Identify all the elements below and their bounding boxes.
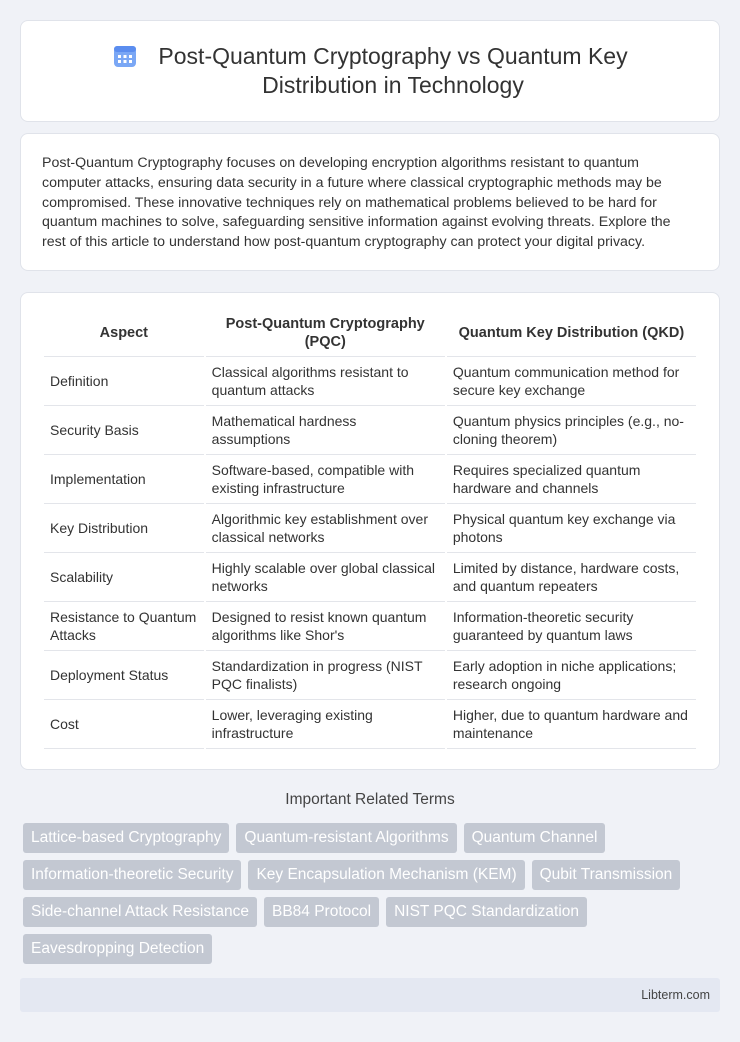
related-terms-heading: Important Related Terms [285,791,455,808]
title-line-2: Distribution in Technology [262,72,524,98]
comparison-card [20,292,720,770]
table-row [44,602,696,651]
title-card [20,20,720,122]
cell-aspect: Key Distribution [44,504,204,553]
cell-aspect: Deployment Status [44,651,204,700]
cell-pqc: Lower, leveraging existing infrastructure [206,700,445,749]
tag-nist-pqc-standardization[interactable]: NIST PQC Standardization [386,897,587,927]
tag-quantum-channel[interactable]: Quantum Channel [464,823,606,853]
cell-qkd: Physical quantum key exchange via photons [447,504,696,553]
tag-quantum-resistant-algorithms[interactable]: Quantum-resistant Algorithms [236,823,456,853]
cell-pqc: Software-based, compatible with existing infrastructure [206,455,445,504]
table-row [44,357,696,406]
cell-aspect: Security Basis [44,406,204,455]
table-row [44,406,696,455]
title-line-1: Post-Quantum Cryptography vs Quantum Key [158,43,628,69]
header-qkd: Quantum Key Distribution (QKD) [447,309,696,357]
header-pqc: Post-Quantum Cryptography (PQC) [206,309,445,357]
cell-qkd: Quantum communication method for secure key exchange [447,357,696,406]
tag-lattice-based-cryptography[interactable]: Lattice-based Cryptography [23,823,229,853]
cell-qkd: Higher, due to quantum hardware and maintenance [447,700,696,749]
cell-pqc: Standardization in progress (NIST PQC finalists) [206,651,445,700]
table-row [44,504,696,553]
footer-bar [20,978,720,1012]
cell-pqc: Highly scalable over global classical networks [206,553,445,602]
footer-site-link[interactable]: Libterm.com [641,988,710,1002]
cell-aspect: Resistance to Quantum Attacks [44,602,204,651]
cell-qkd: Quantum physics principles (e.g., no-cloning theorem) [447,406,696,455]
comparison-table [42,309,698,749]
tag-bb84-protocol[interactable]: BB84 Protocol [264,897,379,927]
intro-card [20,133,720,271]
cell-qkd: Early adoption in niche applications; research ongoing [447,651,696,700]
table-row [44,651,696,700]
tag-qubit-transmission[interactable]: Qubit Transmission [532,860,681,890]
cell-qkd: Information-theoretic security guaranteed by quantum laws [447,602,696,651]
cell-qkd: Limited by distance, hardware costs, and quantum repeaters [447,553,696,602]
table-header-row [44,309,696,357]
page-title [158,42,627,100]
cell-pqc: Mathematical hardness assumptions [206,406,445,455]
table-row [44,700,696,749]
calendar-icon [112,43,138,69]
table-row [44,553,696,602]
cell-pqc: Algorithmic key establishment over classical networks [206,504,445,553]
cell-qkd: Requires specialized quantum hardware and channels [447,455,696,504]
tag-key-encapsulation-mechanism[interactable]: Key Encapsulation Mechanism (KEM) [248,860,524,890]
cell-aspect: Definition [44,357,204,406]
tag-eavesdropping-detection[interactable]: Eavesdropping Detection [23,934,212,964]
tag-information-theoretic-security[interactable]: Information-theoretic Security [23,860,241,890]
cell-aspect: Implementation [44,455,204,504]
intro-paragraph: Post-Quantum Cryptography focuses on developing encryption algorithms resistant to quantum computer attacks, ensuring data security in a future where classical cryptographic methods may be compromised. These innovative techniques rely on mathematical problems believed to be hard for quantum machines to solve, safeguarding sensitive information against evolving threats. Explore the rest of this article to understand how post-quantum cryptography can protect your digital privacy. [42,155,671,251]
cell-aspect: Scalability [44,553,204,602]
cell-pqc: Classical algorithms resistant to quantum attacks [206,357,445,406]
cell-pqc: Designed to resist known quantum algorithms like Shor's [206,602,445,651]
header-aspect: Aspect [44,309,204,357]
tag-side-channel-attack-resistance[interactable]: Side-channel Attack Resistance [23,897,257,927]
related-terms-list [23,823,713,971]
cell-aspect: Cost [44,700,204,749]
table-row [44,455,696,504]
